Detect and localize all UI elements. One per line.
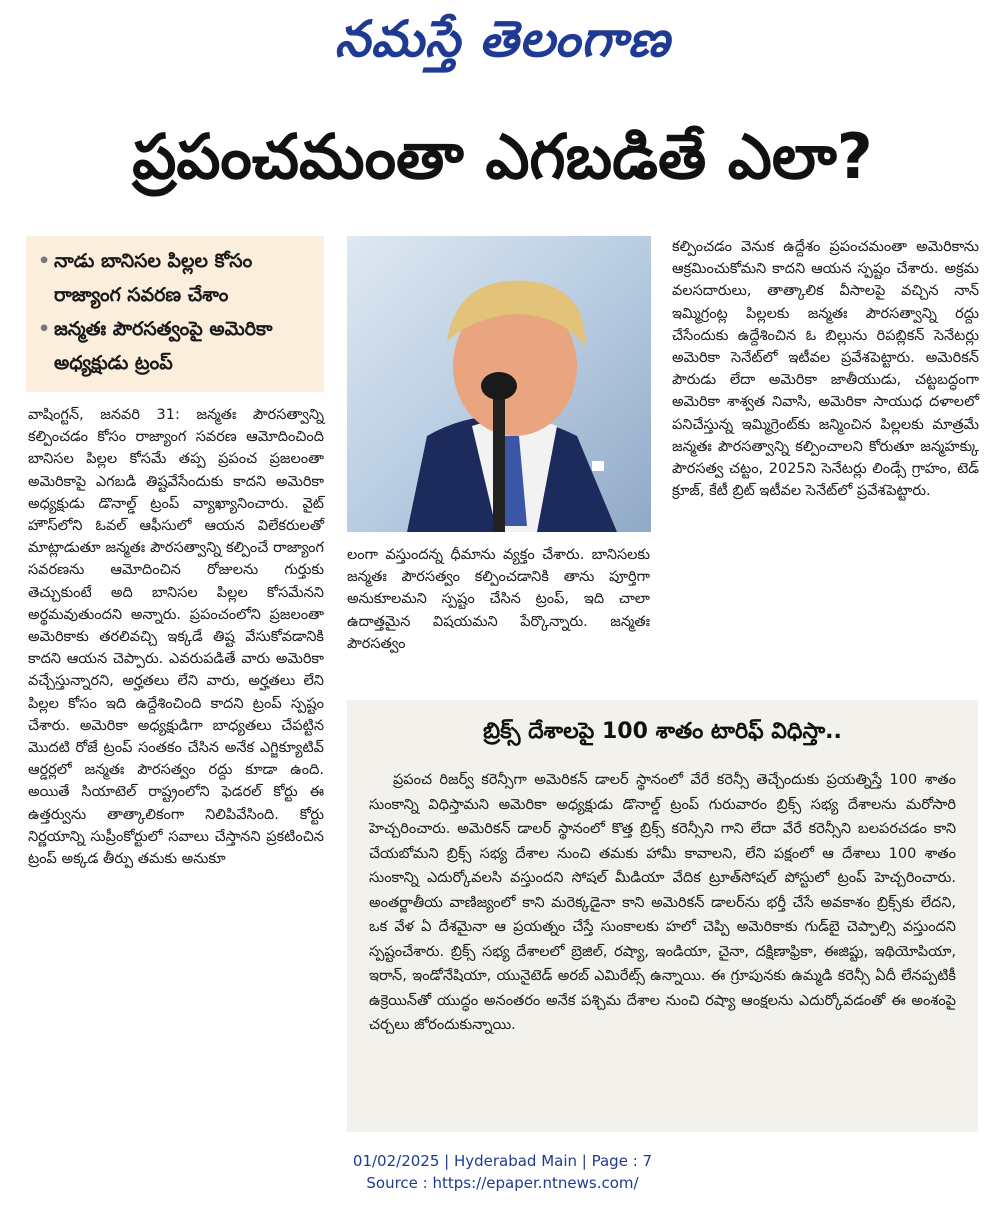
article-column-2: లంగా వస్తుందన్న ధీమాను వ్యక్తం చేశారు. బానిసలకు జన్మతః పౌరసత్వం కల్పించడానికి తాను పూర్తిగా అనుకూలమని స్పష్టం చేసిన ట్రంప్, ఇది చాలా ఉదాత్తమైన విషయమని పేర్కొన్నారు. జన్మతః పౌరసత్వం [347, 547, 650, 652]
article-column-1: వాషింగ్టన్, జనవరి 31: జన్మతః పౌరసత్వాన్ని కల్పించడం కోసం రాజ్యాంగ సవరణ ఆమోదించింది బానిసల పిల్లల కోసమే తప్ప ప్రపంచ ప్రజలంతా అమెరికాపై ఎగబడి తిష్టవేసేందుకు కాదని అమెరికా అధ్యక్షుడు డొనాల్డ్ ట్రంప్ వ్యాఖ్యానించారు. వైట్ హౌస్‌లోని ఓవల్ ఆఫీసులో ఆయన విలేకరులతో మాట్లాడుతూ జన్మతః పౌరసత్వాన్ని కల్పించే రాజ్యాంగ సవరణను ఆమోదించిన రోజులను గుర్తుకు తెచ్చుకుంటే అది బానిసల పిల్లల కోసమేనని అర్థమవుతుందని అన్నారు. ప్రపంచంలోని ప్రజలంతా అమెరికాకు తరలివచ్చి ఇక్కడే తిష్ట వేసుకోవడానికి కాదని ఆయన చెప్పారు. ఎవరుపడితే వారు అమెరికా వచ్చేస్తున్నారని, అర్హతలు లేని వారు, అర్హతలు లేని పిల్లల కోసం ఇది ఉద్దేశించింది కాదని ట్రంప్ స్పష్టం చేశారు. అమెరికా అధ్యక్షుడిగా బాధ్యతలు చేపట్టిన మొదటి రోజే ట్రంప్ సంతకం చేసిన అనేక ఎగ్జిక్యూటివ్ ఆర్డర్లలో జన్మతః పౌరసత్వం రద్దు కూడా ఉంది. అయితే సియాటెల్ రాష్ట్రంలోని ఫెడరల్ కోర్టు ఈ ఉత్తర్వును తాత్కాలికంగా నిలిపివేసింది. కోర్టు నిర్ణయాన్ని సుప్రీంకోర్టులో సవాలు చేస్తానని ప్రకటించిన ట్రంప్ అక్కడ తీర్పు తమకు అనుకూ [28, 407, 324, 868]
highlights-box [26, 236, 324, 392]
article-column-3: కల్పించడం వెనుక ఉద్దేశం ప్రపంచమంతా అమెరికాను ఆక్రమించుకోమని కాదని ఆయన స్పష్టం చేశారు. అక్రమ వలసదారులు, తాత్కాలిక వీసాలపై వచ్చిన నాన్ ఇమ్మిగ్రంట్ల పిల్లలకు జన్మతః పౌరసత్వాన్ని రద్దు చేసేందుకు ఉద్దేశించిన ఓ బిల్లును రిపబ్లికన్ సెనేటర్లు అమెరికా సెనేట్‌లో ఇటీవల ప్రవేశపెట్టారు. అమెరికన్ పౌరుడు లేదా అమెరికా జాతీయుడు, చట్టబద్ధంగా అమెరికా శాశ్వత నివాసి, అమెరికా సాయుధ దళాలలో పనిచేస్తున్న ఇమ్మిగ్రెంట్‌కు జన్మించిన పిల్లలకు మాత్రమే జన్మతః పౌరసత్వాన్ని కల్పించాలని కోరుతూ జన్మహక్కు పౌరసత్వ చట్టం, 2025ని సెనేటర్లు లిండ్సే గ్రాహం, టెడ్ క్రూజ్, కేటీ బ్రిట్ ఇటీవల సెనేట్‌లో ప్రవేశపెట్టారు. [672, 239, 979, 500]
brics-sidebar-text: ప్రపంచ రిజర్వ్ కరెన్సీగా అమెరికన్ డాలర్ స్థానంలో వేరే కరెన్సీ తెచ్చేందుకు ప్రయత్నిస్తే 100 శాతం సుంకాన్ని విధిస్తామని అమెరికా అధ్యక్షుడు డొనాల్డ్ ట్రంప్ గురువారం బ్రిక్స్ సభ్య దేశాలను మరోసారి హెచ్చరించారు. అమెరికన్ డాలర్ స్థానంలో కొత్త బ్రిక్స్ కరెన్సీని గాని లేదా వేరే కరెన్సీని బలపరచడం కాని చేయబోమని బ్రిక్స్ సభ్య దేశాల నుంచి తమకు హామీ కావాలని, లేని పక్షంలో ఆ దేశాలు 100 శాతం సుంకాన్ని ఎదుర్కోవలసి వస్తుందని సోషల్ మీడియా వేదిక ట్రూత్‌సోషల్ పోస్టులో ట్రంప్ హెచ్చరించారు. అంతర్జాతీయ వాణిజ్యంలో కాని మరెక్కడైనా కాని అమెరికన్ డాలర్‌ను భర్తీ చేసే అవకాశం బ్రిక్స్‌కు లేదని, ఒక వేళ ఏ దేశమైనా ఆ ప్రయత్నం చేస్తే సుంకాలకు హలో చెప్పి అమెరికాకు గుడ్‌బై చెప్పాల్సి వస్తుందని స్పష్టంచేశారు. బ్రిక్స్ సభ్య దేశాలలో బ్రెజిల్, రష్యా, ఇండియా, చైనా, దక్షిణాఫ్రికా, ఈజిప్టు, ఇథియోపియా, ఇరాన్, ఇండోనేషియా, యునైటెడ్ అరబ్ ఎమిరేట్స్ ఉన్నాయి. ఈ గ్రూపునకు ఉమ్మడి కరెన్సీ ఏదీ లేనప్పటికీ ఉక్రెయిన్‌తో యుద్ధం అనంతరం అనేక పశ్చిమ దేశాల నుంచి రష్యా ఆంక్షలను ఎదుర్కోవడంతో ఈ అంశంపై చర్చలు జోరందుకున్నాయి. [369, 772, 956, 1033]
headline: ప్రపంచమంతా ఎగబడితే ఎలా? [132, 120, 873, 193]
highlight-item: • జన్మతః పౌరసత్వంపై అమెరికా అధ్యక్షుడు ట్రంప్ [36, 312, 314, 380]
masthead-logo: నమస్తే తెలంగాణ [334, 9, 671, 68]
highlight-item: • నాడు బానిసల పిల్లల కోసం రాజ్యాంగ సవరణ చేశాం [36, 244, 314, 312]
portrait-illustration [347, 236, 651, 532]
brics-sidebar [347, 700, 978, 1132]
footer [0, 1150, 1005, 1194]
footer-edition-line: 01/02/2025 | Hyderabad Main | Page : 7 [352, 1152, 653, 1170]
trump-photo [347, 236, 651, 532]
brics-sidebar-title: బ్రిక్స్ దేశాలపై 100 శాతం టారిఫ్ విధిస్తా.. [483, 719, 842, 744]
footer-source-line: Source : https://epaper.ntnews.com/ [366, 1174, 639, 1192]
